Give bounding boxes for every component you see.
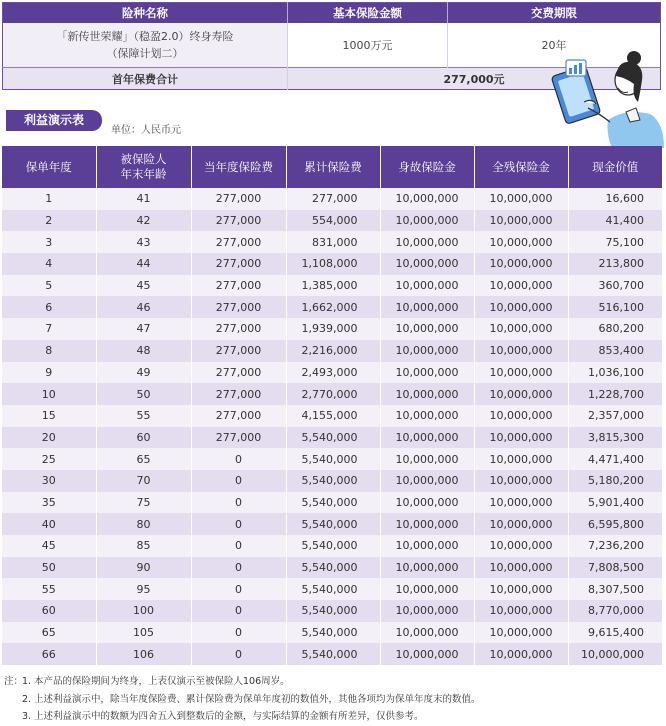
total-value: 277,000元 bbox=[288, 68, 661, 90]
table-row bbox=[2, 427, 662, 449]
header-disability-benefit: 全残保险金 bbox=[474, 146, 568, 188]
death-benefit-cell: 10,000,000 bbox=[380, 210, 474, 232]
policy-year-cell: 45 bbox=[2, 535, 96, 557]
insured-age-cell: 90 bbox=[96, 557, 191, 579]
header-cumulative-premium: 累计保险费 bbox=[286, 146, 380, 188]
cash-value-cell: 7,808,500 bbox=[568, 557, 662, 579]
disability-benefit-cell: 10,000,000 bbox=[474, 405, 568, 427]
death-benefit-cell: 10,000,000 bbox=[380, 188, 474, 210]
insured-age-cell: 45 bbox=[96, 275, 191, 297]
policy-year-cell: 40 bbox=[2, 513, 96, 535]
table-row bbox=[2, 253, 662, 275]
policy-year-cell: 5 bbox=[2, 275, 96, 297]
death-benefit-cell: 10,000,000 bbox=[380, 492, 474, 514]
death-benefit-cell: 10,000,000 bbox=[380, 643, 474, 665]
disability-benefit-cell: 10,000,000 bbox=[474, 383, 568, 405]
disability-benefit-cell: 10,000,000 bbox=[474, 296, 568, 318]
death-benefit-cell: 10,000,000 bbox=[380, 318, 474, 340]
cumulative-premium-cell: 277,000 bbox=[286, 188, 380, 210]
footnotes bbox=[4, 673, 481, 726]
cumulative-premium-cell: 1,662,000 bbox=[286, 296, 380, 318]
person-with-tablet-illustration bbox=[548, 48, 666, 148]
death-benefit-cell: 10,000,000 bbox=[380, 383, 474, 405]
cash-value-cell: 8,770,000 bbox=[568, 600, 662, 622]
annual-premium-cell: 0 bbox=[191, 557, 286, 579]
cumulative-premium-cell: 5,540,000 bbox=[286, 643, 380, 665]
annual-premium-cell: 0 bbox=[191, 448, 286, 470]
cash-value-cell: 16,600 bbox=[568, 188, 662, 210]
disability-benefit-cell: 10,000,000 bbox=[474, 275, 568, 297]
policy-year-cell: 9 bbox=[2, 362, 96, 384]
cumulative-premium-cell: 5,540,000 bbox=[286, 622, 380, 644]
cash-value-cell: 3,815,300 bbox=[568, 427, 662, 449]
annual-premium-cell: 277,000 bbox=[191, 253, 286, 275]
benefit-table-body bbox=[2, 188, 662, 665]
disability-benefit-cell: 10,000,000 bbox=[474, 188, 568, 210]
disability-benefit-cell: 10,000,000 bbox=[474, 362, 568, 384]
header-annual-premium: 当年度保险费 bbox=[191, 146, 286, 188]
cash-value-cell: 8,307,500 bbox=[568, 578, 662, 600]
footnote-2 bbox=[4, 691, 481, 709]
policy-year-cell: 55 bbox=[2, 578, 96, 600]
footnote-text: 上述利益演示中的数额为四舍五入到整数后的金额，与实际结算的金额有所差异，仅供参考。 bbox=[34, 711, 424, 722]
annual-premium-cell: 277,000 bbox=[191, 188, 286, 210]
table-row bbox=[2, 318, 662, 340]
insured-age-cell: 47 bbox=[96, 318, 191, 340]
disability-benefit-cell: 10,000,000 bbox=[474, 622, 568, 644]
cash-value-cell: 41,400 bbox=[568, 210, 662, 232]
insured-age-cell: 85 bbox=[96, 535, 191, 557]
cumulative-premium-cell: 831,000 bbox=[286, 231, 380, 253]
annual-premium-cell: 0 bbox=[191, 492, 286, 514]
annual-premium-cell: 0 bbox=[191, 513, 286, 535]
policy-year-cell: 50 bbox=[2, 557, 96, 579]
policy-year-cell: 8 bbox=[2, 340, 96, 362]
cumulative-premium-cell: 4,155,000 bbox=[286, 405, 380, 427]
policy-year-cell: 1 bbox=[2, 188, 96, 210]
annual-premium-cell: 277,000 bbox=[191, 405, 286, 427]
annual-premium-cell: 0 bbox=[191, 643, 286, 665]
cumulative-premium-cell: 2,770,000 bbox=[286, 383, 380, 405]
policy-year-cell: 10 bbox=[2, 383, 96, 405]
annual-premium-cell: 0 bbox=[191, 535, 286, 557]
annual-premium-cell: 0 bbox=[191, 578, 286, 600]
policy-year-cell: 15 bbox=[2, 405, 96, 427]
insured-age-cell: 49 bbox=[96, 362, 191, 384]
death-benefit-cell: 10,000,000 bbox=[380, 362, 474, 384]
currency-unit-label: 单位：人民币元 bbox=[111, 125, 181, 136]
disability-benefit-cell: 10,000,000 bbox=[474, 210, 568, 232]
summary-header-product: 险种名称 bbox=[3, 3, 288, 24]
cash-value-cell: 2,357,000 bbox=[568, 405, 662, 427]
disability-benefit-cell: 10,000,000 bbox=[474, 643, 568, 665]
cash-value-cell: 4,471,400 bbox=[568, 448, 662, 470]
policy-year-cell: 4 bbox=[2, 253, 96, 275]
disability-benefit-cell: 10,000,000 bbox=[474, 231, 568, 253]
death-benefit-cell: 10,000,000 bbox=[380, 231, 474, 253]
death-benefit-cell: 10,000,000 bbox=[380, 557, 474, 579]
insured-age-cell: 46 bbox=[96, 296, 191, 318]
benefit-illustration-table bbox=[2, 146, 662, 665]
cumulative-premium-cell: 5,540,000 bbox=[286, 448, 380, 470]
insured-age-cell: 70 bbox=[96, 470, 191, 492]
cumulative-premium-cell: 1,385,000 bbox=[286, 275, 380, 297]
summary-header-row bbox=[3, 3, 661, 24]
insured-age-cell: 43 bbox=[96, 231, 191, 253]
disability-benefit-cell: 10,000,000 bbox=[474, 578, 568, 600]
disability-benefit-cell: 10,000,000 bbox=[474, 340, 568, 362]
cash-value-cell: 516,100 bbox=[568, 296, 662, 318]
disability-benefit-cell: 10,000,000 bbox=[474, 427, 568, 449]
death-benefit-cell: 10,000,000 bbox=[380, 253, 474, 275]
insured-age-cell: 48 bbox=[96, 340, 191, 362]
product-name-line2: （保障计划二） bbox=[106, 47, 184, 60]
summary-header-amount: 基本保险金额 bbox=[288, 3, 448, 24]
policy-year-cell: 30 bbox=[2, 470, 96, 492]
payment-term-cell: 20年 bbox=[541, 39, 567, 52]
disability-benefit-cell: 10,000,000 bbox=[474, 600, 568, 622]
disability-benefit-cell: 10,000,000 bbox=[474, 535, 568, 557]
product-name-line1: 「新传世荣耀」（稳盈2.0）终身寿险 bbox=[56, 30, 234, 43]
death-benefit-cell: 10,000,000 bbox=[380, 535, 474, 557]
disability-benefit-cell: 10,000,000 bbox=[474, 253, 568, 275]
footnote-1 bbox=[4, 673, 481, 691]
cash-value-cell: 5,901,400 bbox=[568, 492, 662, 514]
policy-year-cell: 3 bbox=[2, 231, 96, 253]
table-row bbox=[2, 622, 662, 644]
policy-year-cell: 35 bbox=[2, 492, 96, 514]
cumulative-premium-cell: 2,493,000 bbox=[286, 362, 380, 384]
death-benefit-cell: 10,000,000 bbox=[380, 578, 474, 600]
table-row bbox=[2, 513, 662, 535]
table-row bbox=[2, 600, 662, 622]
death-benefit-cell: 10,000,000 bbox=[380, 600, 474, 622]
disability-benefit-cell: 10,000,000 bbox=[474, 470, 568, 492]
table-row bbox=[2, 210, 662, 232]
disability-benefit-cell: 10,000,000 bbox=[474, 492, 568, 514]
table-row bbox=[2, 231, 662, 253]
cumulative-premium-cell: 5,540,000 bbox=[286, 427, 380, 449]
cumulative-premium-cell: 5,540,000 bbox=[286, 513, 380, 535]
cumulative-premium-cell: 1,108,000 bbox=[286, 253, 380, 275]
annual-premium-cell: 277,000 bbox=[191, 296, 286, 318]
disability-benefit-cell: 10,000,000 bbox=[474, 557, 568, 579]
footnote-lead: 注： bbox=[4, 676, 24, 687]
cumulative-premium-cell: 5,540,000 bbox=[286, 557, 380, 579]
policy-year-cell: 6 bbox=[2, 296, 96, 318]
table-row bbox=[2, 296, 662, 318]
policy-year-cell: 60 bbox=[2, 600, 96, 622]
insured-age-cell: 55 bbox=[96, 405, 191, 427]
death-benefit-cell: 10,000,000 bbox=[380, 296, 474, 318]
benefit-header-row bbox=[2, 146, 662, 188]
disability-benefit-cell: 10,000,000 bbox=[474, 513, 568, 535]
annual-premium-cell: 277,000 bbox=[191, 231, 286, 253]
cash-value-cell: 9,615,400 bbox=[568, 622, 662, 644]
basic-amount-cell: 1000万元 bbox=[288, 23, 448, 68]
table-row bbox=[2, 492, 662, 514]
insured-age-cell: 80 bbox=[96, 513, 191, 535]
footnote-text: 本产品的保险期间为终身，上表仅演示至被保险人106周岁。 bbox=[34, 676, 290, 687]
footnote-3 bbox=[4, 708, 481, 726]
death-benefit-cell: 10,000,000 bbox=[380, 470, 474, 492]
annual-premium-cell: 277,000 bbox=[191, 318, 286, 340]
footnote-number: 2. bbox=[22, 693, 32, 705]
cumulative-premium-cell: 5,540,000 bbox=[286, 492, 380, 514]
insured-age-cell: 100 bbox=[96, 600, 191, 622]
header-cash-value: 现金价值 bbox=[568, 146, 662, 188]
table-row bbox=[2, 535, 662, 557]
footnote-number: 1. bbox=[22, 676, 32, 687]
cumulative-premium-cell: 5,540,000 bbox=[286, 578, 380, 600]
annual-premium-cell: 277,000 bbox=[191, 210, 286, 232]
annual-premium-cell: 0 bbox=[191, 600, 286, 622]
death-benefit-cell: 10,000,000 bbox=[380, 622, 474, 644]
table-row bbox=[2, 362, 662, 384]
cumulative-premium-cell: 5,540,000 bbox=[286, 470, 380, 492]
footnote-text: 上述利益演示中，除当年度保险费、累计保险费为保单年度初的数值外，其他各项均为保单年度末的数值。 bbox=[34, 693, 481, 705]
cumulative-premium-cell: 554,000 bbox=[286, 210, 380, 232]
header-policy-year: 保单年度 bbox=[2, 146, 96, 188]
summary-header-term: 交费期限 bbox=[448, 3, 661, 24]
policy-year-cell: 25 bbox=[2, 448, 96, 470]
policy-year-cell: 65 bbox=[2, 622, 96, 644]
insured-age-cell: 106 bbox=[96, 643, 191, 665]
policy-year-cell: 2 bbox=[2, 210, 96, 232]
header-death-benefit: 身故保险金 bbox=[380, 146, 474, 188]
death-benefit-cell: 10,000,000 bbox=[380, 513, 474, 535]
cumulative-premium-cell: 5,540,000 bbox=[286, 600, 380, 622]
table-row bbox=[2, 383, 662, 405]
cash-value-cell: 213,800 bbox=[568, 253, 662, 275]
insured-age-cell: 42 bbox=[96, 210, 191, 232]
policy-year-cell: 66 bbox=[2, 643, 96, 665]
death-benefit-cell: 10,000,000 bbox=[380, 275, 474, 297]
cash-value-cell: 680,200 bbox=[568, 318, 662, 340]
death-benefit-cell: 10,000,000 bbox=[380, 448, 474, 470]
cash-value-cell: 5,180,200 bbox=[568, 470, 662, 492]
annual-premium-cell: 0 bbox=[191, 622, 286, 644]
table-row bbox=[2, 275, 662, 297]
cash-value-cell: 1,228,700 bbox=[568, 383, 662, 405]
insured-age-cell: 105 bbox=[96, 622, 191, 644]
table-row bbox=[2, 470, 662, 492]
cash-value-cell: 360,700 bbox=[568, 275, 662, 297]
insured-age-cell: 44 bbox=[96, 253, 191, 275]
insured-age-cell: 65 bbox=[96, 448, 191, 470]
table-row bbox=[2, 557, 662, 579]
insured-age-cell: 60 bbox=[96, 427, 191, 449]
table-row bbox=[2, 643, 662, 665]
insured-age-cell: 95 bbox=[96, 578, 191, 600]
cumulative-premium-cell: 1,939,000 bbox=[286, 318, 380, 340]
header-insured-age: 被保险人 年末年龄 bbox=[96, 146, 191, 188]
annual-premium-cell: 277,000 bbox=[191, 362, 286, 384]
footnote-number: 3. bbox=[22, 711, 32, 722]
table-row bbox=[2, 188, 662, 210]
cash-value-cell: 853,400 bbox=[568, 340, 662, 362]
cumulative-premium-cell: 2,216,000 bbox=[286, 340, 380, 362]
annual-premium-cell: 277,000 bbox=[191, 340, 286, 362]
death-benefit-cell: 10,000,000 bbox=[380, 340, 474, 362]
disability-benefit-cell: 10,000,000 bbox=[474, 318, 568, 340]
table-row bbox=[2, 405, 662, 427]
insured-age-cell: 41 bbox=[96, 188, 191, 210]
cumulative-premium-cell: 5,540,000 bbox=[286, 535, 380, 557]
cash-value-cell: 75,100 bbox=[568, 231, 662, 253]
table-row bbox=[2, 340, 662, 362]
section-title-badge: 利益演示表 bbox=[6, 110, 102, 131]
table-row bbox=[2, 448, 662, 470]
death-benefit-cell: 10,000,000 bbox=[380, 427, 474, 449]
cash-value-cell: 6,595,800 bbox=[568, 513, 662, 535]
cash-value-cell: 7,236,200 bbox=[568, 535, 662, 557]
cash-value-cell: 1,036,100 bbox=[568, 362, 662, 384]
annual-premium-cell: 277,000 bbox=[191, 275, 286, 297]
annual-premium-cell: 0 bbox=[191, 470, 286, 492]
cash-value-cell: 10,000,000 bbox=[568, 643, 662, 665]
annual-premium-cell: 277,000 bbox=[191, 427, 286, 449]
disability-benefit-cell: 10,000,000 bbox=[474, 448, 568, 470]
product-name-cell bbox=[3, 23, 288, 68]
table-row bbox=[2, 578, 662, 600]
total-label: 首年保费合计 bbox=[3, 68, 288, 90]
policy-year-cell: 7 bbox=[2, 318, 96, 340]
insured-age-cell: 50 bbox=[96, 383, 191, 405]
annual-premium-cell: 277,000 bbox=[191, 383, 286, 405]
policy-year-cell: 20 bbox=[2, 427, 96, 449]
death-benefit-cell: 10,000,000 bbox=[380, 405, 474, 427]
insured-age-cell: 75 bbox=[96, 492, 191, 514]
